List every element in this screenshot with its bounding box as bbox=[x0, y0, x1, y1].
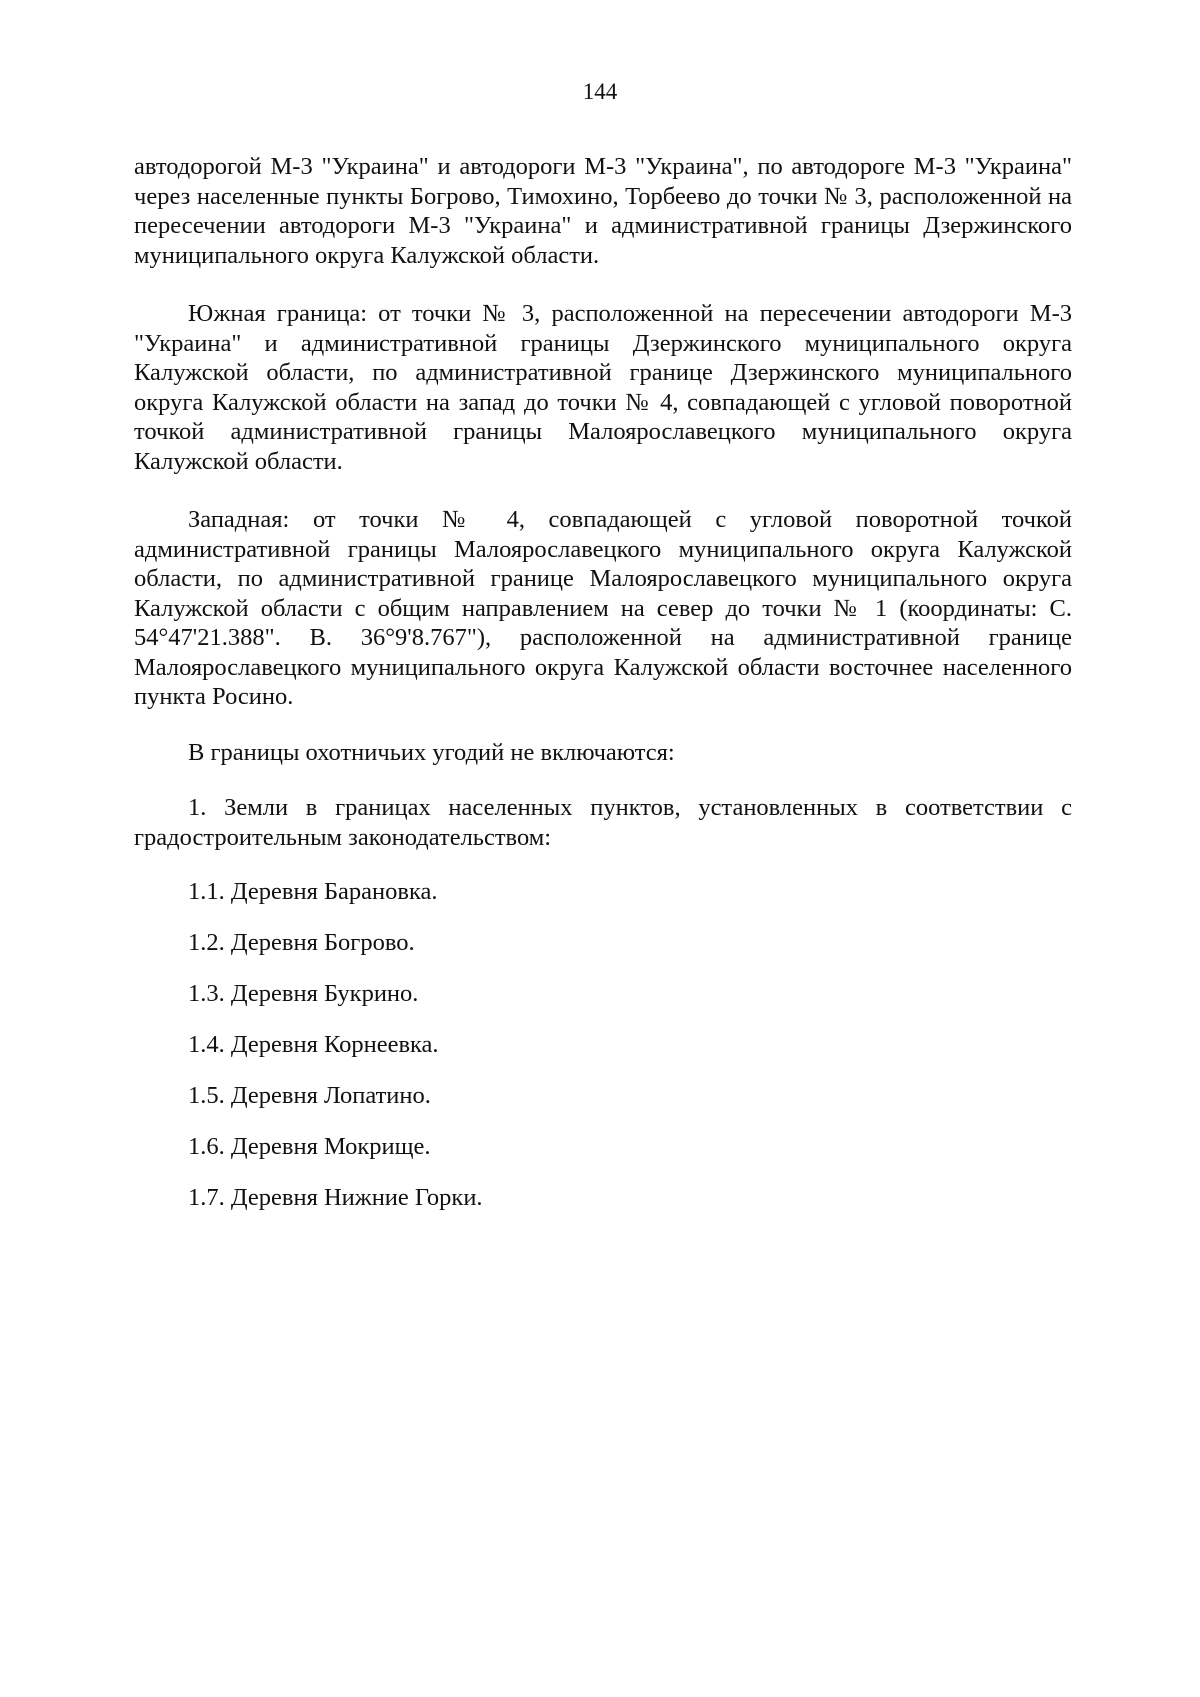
list-item: 1.4. Деревня Корнеевка. bbox=[188, 1031, 439, 1058]
settlement-list bbox=[134, 877, 1072, 1213]
document-body bbox=[134, 152, 1072, 1213]
list-item: 1.7. Деревня Нижние Горки. bbox=[188, 1184, 483, 1211]
page-number: 144 bbox=[582, 79, 618, 104]
paragraph-south-border: Южная граница: от точки № 3, расположенной на пересечении автодороги М-3 "Украина" и административной границы Дзержинского муниципального округа Калужской области, по административной границе Дзержинского муниципального округа Калужской области на запад до точки № 4, совпадающей с угловой поворотной точкой административной границы Малоярославецкого муниципального округа Калужской области. bbox=[134, 300, 1072, 475]
paragraph-exclusion-item-1: 1. Земли в границах населенных пунктов, установленных в соответствии с градостроительным законодательством: bbox=[134, 794, 1072, 851]
paragraph-exclusions-heading: В границы охотничьих угодий не включаются: bbox=[188, 738, 675, 766]
list-item: 1.1. Деревня Барановка. bbox=[188, 878, 438, 905]
paragraph-west-border: Западная: от точки № 4, совпадающей с угловой поворотной точкой административной границы Малоярославецкого муниципального округа Калужской области, по административной границе Малоярославецкого муниципального округа Калужской области с общим направлением на север до точки № 1 (координаты: С. 54°47'21.388". В. 36°9'8.767"), расположенной на административной границе Малоярославецкого муниципального округа Калужской области восточнее населенного пункта Росино. bbox=[134, 506, 1072, 710]
list-item: 1.2. Деревня Богрово. bbox=[188, 929, 415, 956]
list-item: 1.3. Деревня Букрино. bbox=[188, 980, 419, 1007]
paragraph-continuation: автодорогой М-3 "Украина" и автодороги М-3 "Украина", по автодороге М-3 "Украина" через населенные пункты Богрово, Тимохино, Торбеево до точки № 3, расположенной на пересечении автодороги М-3 "Украина" и административной границы Дзержинского муниципального округа Калужской области. bbox=[134, 153, 1072, 269]
list-item: 1.5. Деревня Лопатино. bbox=[188, 1082, 431, 1109]
list-item: 1.6. Деревня Мокрище. bbox=[188, 1133, 431, 1160]
